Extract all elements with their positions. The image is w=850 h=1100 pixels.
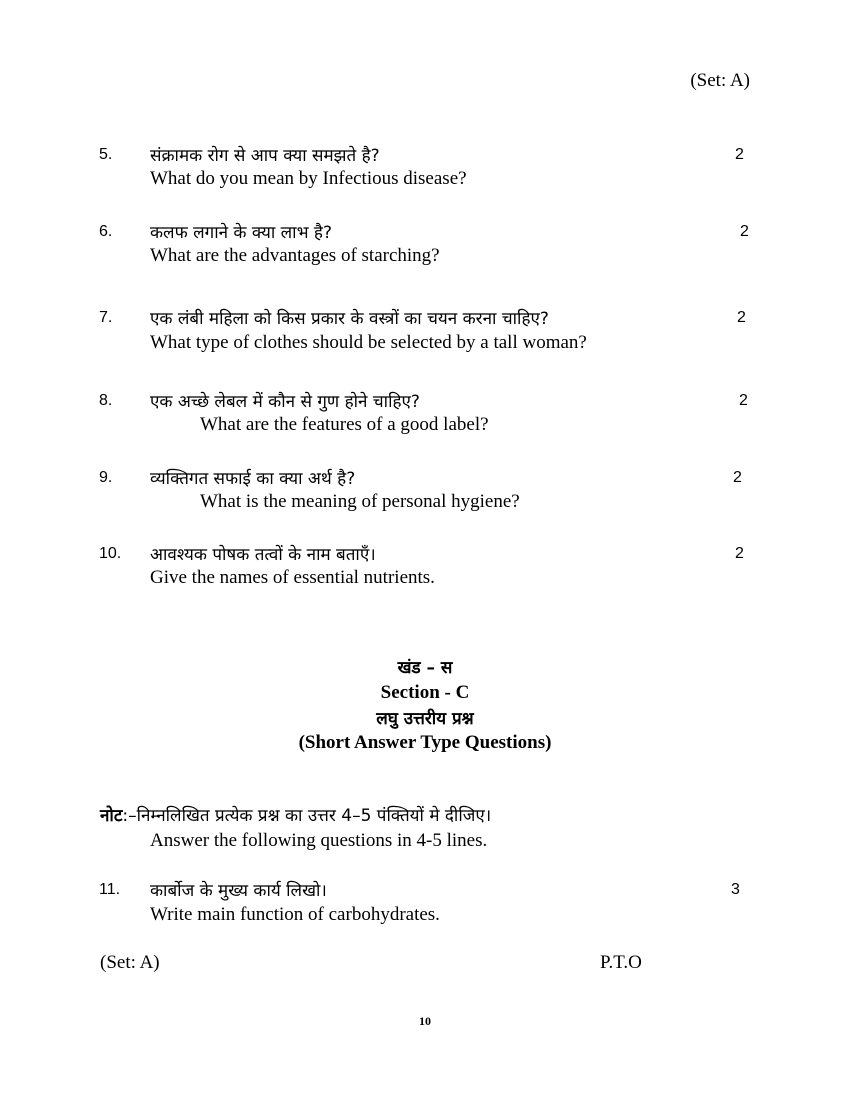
question-number: 7. <box>99 309 113 326</box>
section-subtitle-english: (Short Answer Type Questions) <box>298 732 552 753</box>
question-number: 9. <box>99 469 113 486</box>
question-english: Give the names of essential nutrients. <box>150 567 435 588</box>
question-hindi: कलफ लगाने के क्या लाभ है? <box>150 223 332 243</box>
question-english: What do you mean by Infectious disease? <box>150 168 467 189</box>
question-marks: 2 <box>740 223 749 240</box>
question-hindi: संक्रामक रोग से आप क्या समझते है? <box>150 146 380 166</box>
question-number: 10. <box>99 545 122 562</box>
note-line <box>100 803 491 826</box>
question-number: 5. <box>99 146 113 163</box>
question-marks: 3 <box>731 881 740 898</box>
question-hindi: आवश्यक पोषक तत्वों के नाम बताएँ। <box>150 545 376 565</box>
note-label: नोट <box>100 806 123 826</box>
question-number: 11. <box>99 881 121 898</box>
section-title-english: Section - C <box>380 682 470 703</box>
question-marks: 2 <box>735 545 744 562</box>
question-marks: 2 <box>739 392 748 409</box>
question-english: What is the meaning of personal hygiene? <box>200 491 520 512</box>
question-english: What are the advantages of starching? <box>150 245 440 266</box>
section-subtitle-hindi: लघु उत्तरीय प्रश्न <box>376 709 474 729</box>
question-number: 8. <box>99 392 113 409</box>
question-hindi: व्यक्तिगत सफाई का क्या अर्थ है? <box>150 469 356 489</box>
header-set-label: (Set: A) <box>690 70 750 91</box>
question-marks: 2 <box>733 469 742 486</box>
section-title-hindi: खंड – स <box>397 658 453 678</box>
question-english: What type of clothes should be selected by a tall woman? <box>150 332 587 353</box>
question-english: Write main function of carbohydrates. <box>150 904 440 925</box>
question-marks: 2 <box>735 146 744 163</box>
note-english: Answer the following questions in 4-5 lines. <box>150 830 488 851</box>
note-hindi: :–निम्नलिखित प्रत्येक प्रश्न का उत्तर 4–5 पंक्तियों मे दीजिए। <box>122 806 492 826</box>
pto-label: P.T.O <box>600 952 642 973</box>
question-marks: 2 <box>737 309 746 326</box>
question-english: What are the features of a good label? <box>200 414 489 435</box>
question-hindi: एक लंबी महिला को किस प्रकार के वस्त्रों का चयन करना चाहिए? <box>150 309 549 329</box>
footer-set-label: (Set: A) <box>100 952 160 973</box>
question-hindi: एक अच्छे लेबल में कौन से गुण होने चाहिए? <box>150 392 420 412</box>
question-number: 6. <box>99 223 113 240</box>
page-number: 10 <box>419 1014 431 1028</box>
question-hindi: कार्बोज के मुख्य कार्य लिखो। <box>150 881 327 901</box>
